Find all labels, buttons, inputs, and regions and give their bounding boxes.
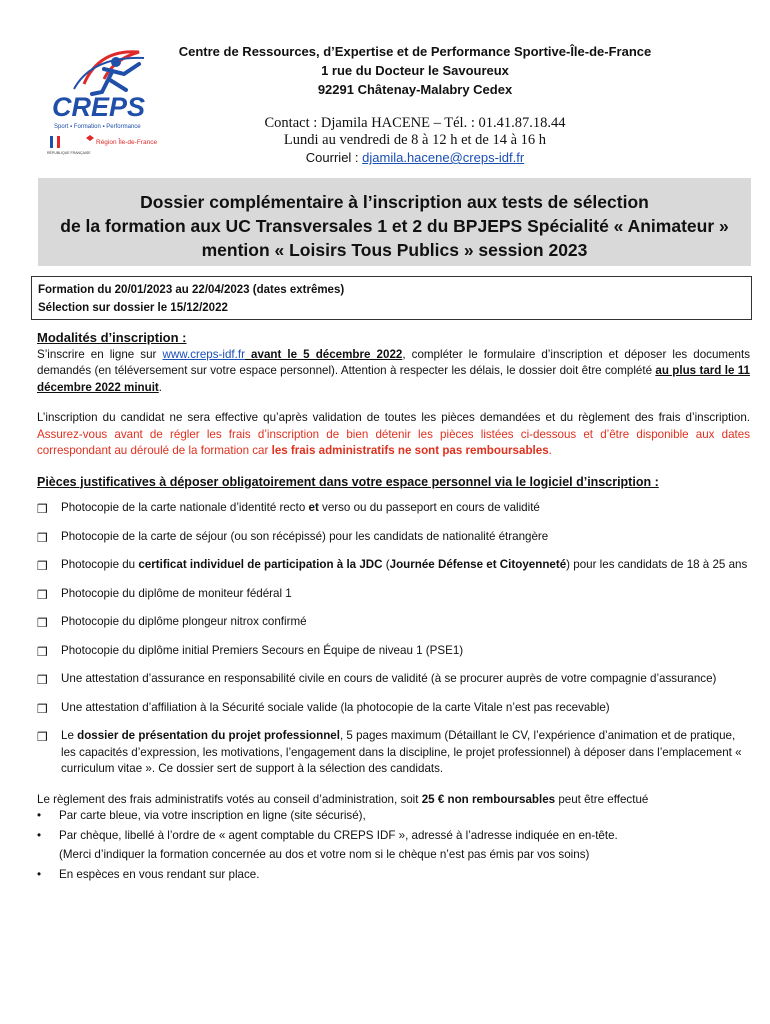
- list-item: [37, 643, 750, 660]
- text: .: [548, 444, 552, 457]
- checkbox-icon[interactable]: ❒: [37, 559, 48, 573]
- text: Journée Défense et Citoyenneté: [389, 558, 567, 571]
- text: certificat individuel de participation à la JDC: [138, 558, 383, 571]
- text: Photocopie de la carte nationale d’identité recto: [61, 501, 309, 514]
- selection-date: Sélection sur dossier le 15/12/2022: [38, 302, 228, 314]
- title-line-2: de la formation aux UC Transversales 1 et 2 du BPJEPS Spécialité « Animateur »: [60, 216, 729, 236]
- document-title: [38, 178, 751, 266]
- text: Par chèque, libellé à l’ordre de « agent comptable du CREPS IDF », adressé à l’adresse indiquée en en-tête.: [59, 828, 618, 842]
- contact-hours: Lundi au vendredi de 8 à 12 h et de 14 à 16 h: [283, 132, 547, 148]
- text: Le règlement des frais administratifs votés au conseil d’administration, soit: [37, 792, 422, 806]
- text: Une attestation d’affiliation à la Sécurité sociale valide (la photocopie de la carte Vitale n’est pas recevable): [61, 700, 610, 714]
- document-body: [37, 330, 750, 883]
- fee-amount: 25 € non remboursables: [421, 792, 556, 806]
- text: Photocopie de la carte de séjour (ou son récépissé) pour les candidats de nationalité étrangère: [61, 529, 549, 543]
- checkbox-icon[interactable]: ❒: [37, 616, 48, 630]
- address-city: 92291 Châtenay-Malabry Cedex: [317, 82, 513, 97]
- logo-brand: CREPS: [52, 92, 146, 122]
- title-line-1: Dossier complémentaire à l’inscription aux tests de sélection: [140, 192, 649, 212]
- logo-tagline: Sport ▪ Formation ▪ Performance: [54, 124, 141, 130]
- text: dossier de présentation du projet professionnel: [77, 729, 340, 742]
- text: .: [158, 380, 163, 394]
- institution-address: [150, 42, 680, 99]
- deadline-dossier: au plus tard le 11 décembre 2022 minuit: [37, 364, 751, 394]
- warning-non-refundable: les frais administratifs ne sont pas remboursables: [271, 444, 549, 457]
- list-item: [37, 500, 750, 517]
- checkbox-icon[interactable]: ❒: [37, 530, 48, 545]
- text: Photocopie du diplôme plongeur nitrox confirmé: [61, 615, 307, 628]
- text: et: [308, 501, 319, 514]
- text: (: [382, 558, 390, 571]
- deadline-registration: avant le 5 décembre 2022: [244, 347, 403, 361]
- checkbox-icon[interactable]: ❒: [37, 730, 48, 744]
- modalites-title: Modalités d’inscription :: [37, 330, 187, 345]
- checkbox-icon[interactable]: ❒: [37, 701, 48, 716]
- payment-note: [37, 847, 750, 864]
- region-label: Région Île-de-France: [96, 139, 158, 146]
- modalites-paragraph-1: [37, 347, 750, 397]
- payment-option: [37, 808, 750, 825]
- pieces-title: Pièces justificatives à déposer obligatoirement dans votre espace personnel via le logiciel d’inscription :: [37, 474, 659, 489]
- text: Le: [61, 729, 78, 742]
- contact-block: [150, 115, 680, 166]
- text: Par carte bleue, via votre inscription en ligne (site sécurisé),: [59, 809, 366, 822]
- institution-name: Centre de Ressources, d’Expertise et de Performance Sportive-Île-de-France: [178, 44, 652, 59]
- list-item: [37, 614, 750, 631]
- bullet-icon: •: [37, 828, 42, 842]
- text: verso ou du passeport en cours de validité: [318, 501, 540, 514]
- title-line-3: mention « Loisirs Tous Publics » session 2023: [201, 240, 588, 260]
- formation-dates-box: [31, 276, 752, 320]
- text: ) pour les candidats de 18 à 25 ans: [566, 558, 748, 571]
- text: peut être effectué: [555, 792, 649, 806]
- pieces-list: [37, 500, 750, 778]
- website-link[interactable]: www.creps-idf.fr: [162, 347, 245, 361]
- warning-text: Assurez-vous avant de régler les frais d’inscription de bien détenir les pièces listées ci-dessous et d’être disponible aux dates correspondant au déroulé de la formation car: [37, 427, 750, 457]
- list-item: [37, 586, 750, 603]
- list-item: [37, 728, 750, 778]
- text: (Merci d’indiquer la formation concernée au dos et votre nom si le chèque n’est pas émis par vos soins): [59, 848, 590, 861]
- address-street: 1 rue du Docteur le Savoureux: [321, 63, 509, 78]
- text: Une attestation d’assurance en responsabilité civile en cours de validité (à se procurer auprès de votre compagnie d’assurance): [61, 672, 717, 685]
- text: Photocopie du: [61, 558, 139, 571]
- text: Photocopie du diplôme de moniteur fédéral 1: [61, 586, 292, 600]
- list-item: [37, 700, 750, 717]
- checkbox-icon[interactable]: ❒: [37, 673, 48, 687]
- payment-option: [37, 828, 750, 845]
- checkbox-icon[interactable]: ❒: [37, 587, 48, 602]
- email-link[interactable]: djamila.hacene@creps-idf.fr: [362, 150, 525, 165]
- text: L’inscription du candidat ne sera effective qu’après validation de toutes les pièces demandées et du règlement des frais d’inscription.: [37, 411, 750, 424]
- text: , 5 pages maximum (Détaillant le CV, l’expérience d’animation et de pratique, les capacités d’expression, les motivations, l’engagement dans la discipline, le projet professionnel) à déposer dans l’emplacement « curriculum vitae ». Ce dossier sert de support à la sélection des candidats.: [61, 729, 742, 775]
- text: Photocopie du diplôme initial Premiers Secours en Équipe de niveau 1 (PSE1): [61, 643, 464, 657]
- republic-label: RÉPUBLIQUE FRANÇAISE: [47, 151, 91, 155]
- text: S’inscrire en ligne sur: [37, 347, 163, 361]
- bullet-icon: •: [37, 867, 42, 881]
- list-item: [37, 557, 750, 574]
- payment-option: [37, 867, 750, 884]
- text: En espèces en vous rendant sur place.: [59, 867, 260, 881]
- list-item: [37, 529, 750, 546]
- text: , compléter le formulaire d’inscription et déposer les documents demandés (en téléversement sur votre espace personnel). Attention à respecter les délais, le dossier doit être complété: [37, 347, 750, 377]
- list-item: [37, 671, 750, 688]
- reglement-intro: [37, 792, 750, 809]
- email-label: Courriel :: [305, 150, 363, 165]
- formation-dates: Formation du 20/01/2023 au 22/04/2023 (dates extrêmes): [38, 284, 345, 296]
- checkbox-icon[interactable]: ❒: [37, 502, 48, 516]
- checkbox-icon[interactable]: ❒: [37, 644, 48, 659]
- contact-email-line: [150, 149, 680, 166]
- contact-phone: Contact : Djamila HACENE – Tél. : 01.41.87.18.44: [264, 115, 566, 131]
- bullet-icon: •: [37, 809, 42, 822]
- modalites-paragraph-2: [37, 410, 750, 460]
